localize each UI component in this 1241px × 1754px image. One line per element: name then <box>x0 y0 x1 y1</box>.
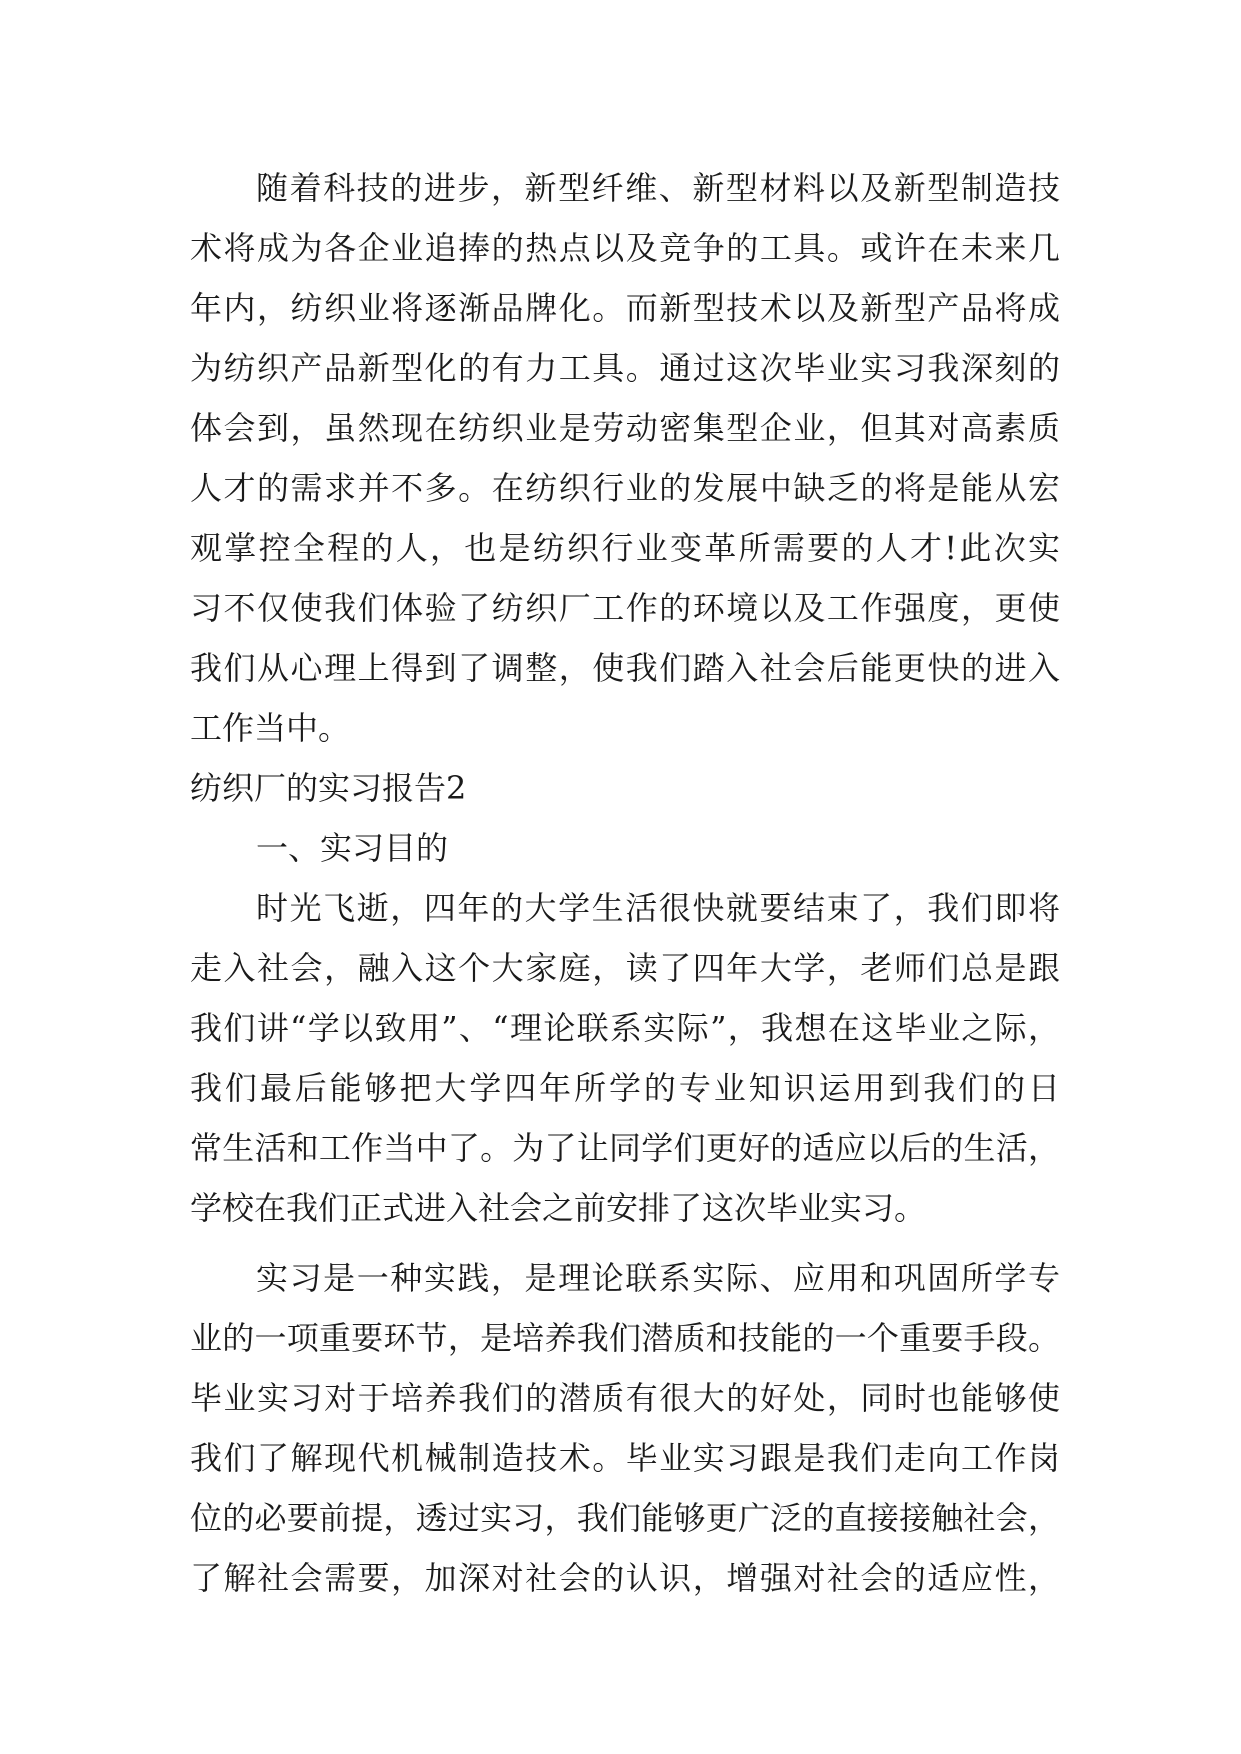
paragraph-2-line-6: 学校在我们正式进入社会之前安排了这次毕业实习。 <box>190 1189 927 1227</box>
paragraph-1-line-10: 工作当中。 <box>190 709 351 747</box>
paragraph-1-line-6: 人才的需求并不多。在纺织行业的发展中缺乏的将是能从宏 <box>190 469 1060 507</box>
paragraph-3-line-5: 位的必要前提，透过实习，我们能够更广泛的直接接触社会， <box>190 1499 1060 1537</box>
paragraph-2-line-3: 我们讲“学以致用”、“理论联系实际”，我想在这毕业之际， <box>190 1009 1060 1047</box>
paragraph-2-line-5: 常生活和工作当中了。为了让同学们更好的适应以后的生活， <box>190 1129 1060 1167</box>
paragraph-3-line-3: 毕业实习对于培养我们的潜质有很大的好处，同时也能够使 <box>190 1379 1060 1417</box>
paragraph-3-line-2: 业的一项重要环节，是培养我们潜质和技能的一个重要手段。 <box>190 1319 1060 1357</box>
paragraph-1-line-2: 术将成为各企业追捧的热点以及竞争的工具。或许在未来几 <box>190 229 1060 267</box>
paragraph-1-line-3: 年内，纺织业将逐渐品牌化。而新型技术以及新型产品将成 <box>190 289 1060 327</box>
section-title: 纺织厂的实习报告2 <box>190 769 467 807</box>
paragraph-3-line-4: 我们了解现代机械制造技术。毕业实习跟是我们走向工作岗 <box>190 1439 1060 1477</box>
paragraph-1-line-8: 习不仅使我们体验了纺织厂工作的环境以及工作强度，更使 <box>190 589 1060 627</box>
paragraph-1-line-1: 随着科技的进步，新型纤维、新型材料以及新型制造技 <box>256 169 1060 207</box>
paragraph-2-line-4: 我们最后能够把大学四年所学的专业知识运用到我们的日 <box>190 1069 1060 1107</box>
paragraph-1-line-4: 为纺织产品新型化的有力工具。通过这次毕业实习我深刻的 <box>190 349 1060 387</box>
paragraph-2-line-1: 时光飞逝，四年的大学生活很快就要结束了，我们即将 <box>256 889 1060 927</box>
paragraph-1-line-9: 我们从心理上得到了调整，使我们踏入社会后能更快的进入 <box>190 649 1060 687</box>
paragraph-1-line-7: 观掌控全程的人，也是纺织行业变革所需要的人才!此次实 <box>190 529 1060 567</box>
paragraph-3-line-1: 实习是一种实践，是理论联系实际、应用和巩固所学专 <box>256 1259 1060 1297</box>
paragraph-2-line-2: 走入社会，融入这个大家庭，读了四年大学，老师们总是跟 <box>190 949 1060 987</box>
paragraph-3-line-6: 了解社会需要，加深对社会的认识，增强对社会的适应性， <box>190 1559 1060 1597</box>
subsection-title: 一、实习目的 <box>256 829 449 867</box>
paragraph-1-line-5: 体会到，虽然现在纺织业是劳动密集型企业，但其对高素质 <box>190 409 1060 447</box>
